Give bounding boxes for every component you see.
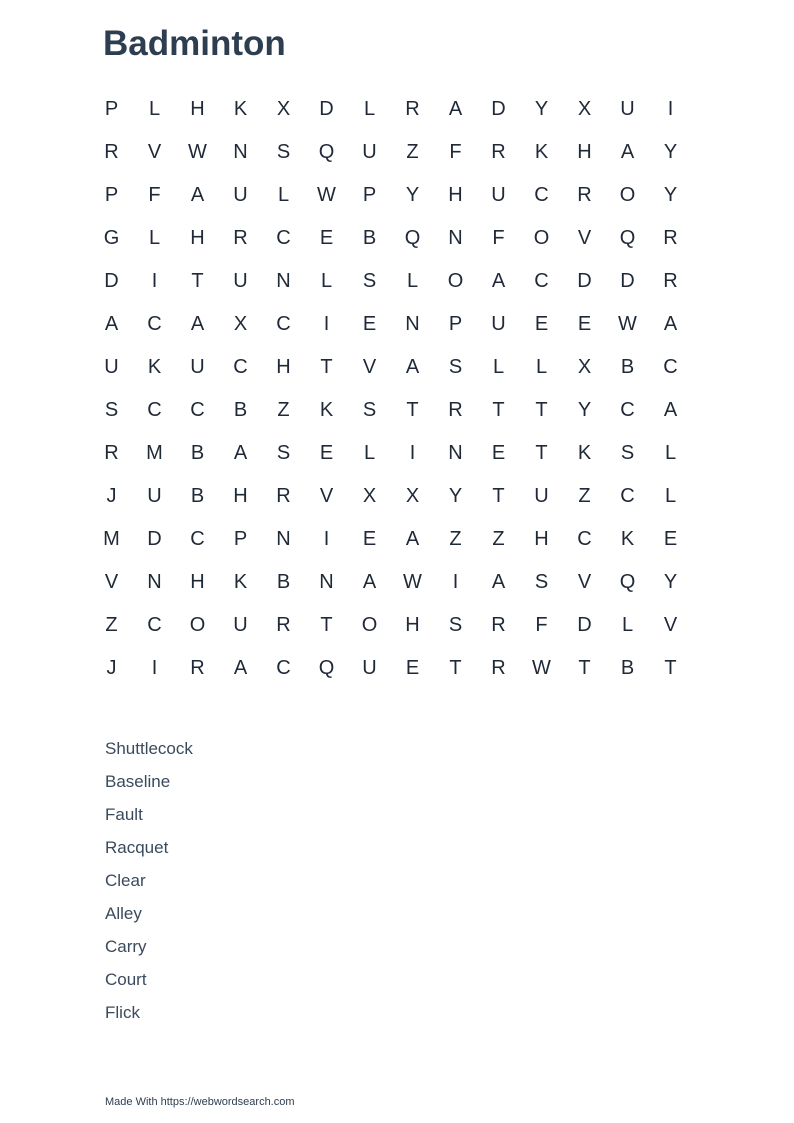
grid-letter: C — [147, 614, 162, 636]
grid-letter: N — [233, 141, 248, 163]
grid-letter: D — [319, 98, 334, 120]
grid-letter: S — [620, 442, 635, 464]
grid-letter: H — [233, 485, 248, 507]
grid-letter: O — [447, 270, 464, 292]
grid-letter: Q — [318, 657, 335, 679]
grid-letter: Q — [619, 227, 636, 249]
word-list-item: Court — [105, 970, 147, 989]
grid-letter: C — [663, 356, 678, 378]
grid-letter: A — [405, 528, 420, 550]
grid-letter: W — [532, 657, 551, 679]
grid-letter: T — [535, 442, 548, 464]
grid-letter: L — [664, 442, 677, 464]
grid-letter: M — [103, 528, 120, 550]
grid-letter: Q — [619, 571, 636, 593]
grid-letter: P — [362, 184, 377, 206]
grid-letter: I — [323, 313, 330, 335]
grid-letter: E — [534, 313, 549, 335]
grid-letter: R — [577, 184, 592, 206]
grid-letter: E — [577, 313, 592, 335]
grid-letter: T — [406, 399, 419, 421]
grid-letter: P — [104, 184, 119, 206]
grid-letter: R — [448, 399, 463, 421]
grid-letter: U — [362, 657, 377, 679]
grid-letter: C — [620, 399, 635, 421]
grid-letter: C — [190, 399, 205, 421]
grid-letter: U — [534, 485, 549, 507]
grid-letter: P — [448, 313, 463, 335]
grid-letter: Z — [578, 485, 591, 507]
grid-letter: A — [405, 356, 420, 378]
grid-letter: B — [190, 485, 205, 507]
grid-letter: S — [104, 399, 119, 421]
grid-letter: X — [577, 98, 592, 120]
grid-letter: L — [363, 98, 376, 120]
grid-letter: I — [409, 442, 416, 464]
grid-letter: B — [190, 442, 205, 464]
grid-letter: L — [664, 485, 677, 507]
grid-letter: U — [104, 356, 119, 378]
grid-letter: S — [362, 399, 377, 421]
grid-letter: H — [448, 184, 463, 206]
grid-letter: K — [233, 571, 248, 593]
word-list-item: Fault — [105, 805, 143, 824]
word-list-item: Alley — [105, 904, 142, 923]
grid-letter: A — [620, 141, 635, 163]
grid-letter: X — [362, 485, 377, 507]
grid-letter: X — [233, 313, 248, 335]
grid-letter: E — [362, 313, 377, 335]
grid-letter: S — [534, 571, 549, 593]
grid-letter: T — [191, 270, 204, 292]
grid-letter: R — [405, 98, 420, 120]
grid-letter: D — [577, 270, 592, 292]
grid-letter: R — [276, 485, 291, 507]
grid-letter: P — [104, 98, 119, 120]
grid-letter: A — [190, 313, 205, 335]
grid-letter: M — [146, 442, 163, 464]
grid-letter: D — [577, 614, 592, 636]
grid-letter: T — [492, 399, 505, 421]
grid-letter: S — [448, 614, 463, 636]
grid-letter: R — [491, 657, 506, 679]
grid-letter: U — [491, 313, 506, 335]
grid-letter: C — [233, 356, 248, 378]
grid-letter: P — [233, 528, 248, 550]
word-list — [105, 736, 193, 1033]
grid-letter: A — [663, 313, 678, 335]
grid-letter: E — [405, 657, 420, 679]
page-title: Badminton — [103, 24, 286, 63]
grid-letter: E — [491, 442, 506, 464]
grid-letter: U — [233, 184, 248, 206]
grid-letter: N — [448, 442, 463, 464]
grid-letter: R — [233, 227, 248, 249]
word-list-item: Shuttlecock — [105, 739, 193, 758]
grid-letter: O — [361, 614, 378, 636]
grid-letter: Z — [406, 141, 419, 163]
grid-letter: Q — [318, 141, 335, 163]
grid-letter: G — [103, 227, 120, 249]
grid-letter: K — [233, 98, 248, 120]
grid-letter: C — [147, 313, 162, 335]
grid-letter: L — [535, 356, 548, 378]
grid-letter: H — [276, 356, 291, 378]
grid-letter: H — [190, 98, 205, 120]
grid-letter: Z — [105, 614, 118, 636]
grid-letter: O — [189, 614, 206, 636]
grid-letter: T — [492, 485, 505, 507]
grid-letter: S — [276, 141, 291, 163]
grid-letter: A — [104, 313, 119, 335]
grid-letter: B — [362, 227, 377, 249]
word-list-item: Baseline — [105, 772, 171, 791]
grid-letter: U — [620, 98, 635, 120]
grid-letter: D — [491, 98, 506, 120]
grid-letter: R — [663, 227, 678, 249]
grid-letter: A — [448, 98, 463, 120]
footer-credit: Made With https://webwordsearch.com — [105, 1096, 295, 1108]
grid-letter: S — [362, 270, 377, 292]
grid-letter: E — [663, 528, 678, 550]
grid-letter: Y — [663, 571, 678, 593]
grid-letter: Y — [534, 98, 549, 120]
grid-letter: D — [104, 270, 119, 292]
grid-letter: Y — [448, 485, 463, 507]
grid-letter: C — [534, 184, 549, 206]
grid-letter: A — [190, 184, 205, 206]
grid-letter: A — [491, 571, 506, 593]
grid-letter: U — [491, 184, 506, 206]
grid-letter: L — [148, 227, 161, 249]
grid-letter: E — [319, 442, 334, 464]
grid-letter: F — [148, 184, 161, 206]
grid-letter: V — [577, 227, 592, 249]
grid-letter: K — [577, 442, 592, 464]
grid-letter: N — [276, 270, 291, 292]
grid-letter: C — [276, 313, 291, 335]
grid-letter: A — [663, 399, 678, 421]
grid-letter: R — [491, 614, 506, 636]
grid-letter: N — [319, 571, 334, 593]
grid-letter: S — [276, 442, 291, 464]
grid-letter: V — [362, 356, 377, 378]
word-list-item: Clear — [105, 871, 146, 890]
word-list-item: Racquet — [105, 838, 169, 857]
grid-letter: N — [405, 313, 420, 335]
grid-letter: B — [620, 356, 635, 378]
grid-letter: O — [619, 184, 636, 206]
letter-grid — [90, 88, 692, 690]
grid-letter: R — [190, 657, 205, 679]
grid-letter: V — [577, 571, 592, 593]
grid-letter: U — [362, 141, 377, 163]
grid-letter: X — [405, 485, 420, 507]
grid-letter: I — [151, 270, 158, 292]
grid-letter: C — [190, 528, 205, 550]
grid-letter: T — [449, 657, 462, 679]
grid-letter: W — [618, 313, 637, 335]
grid-letter: E — [362, 528, 377, 550]
grid-letter: Z — [277, 399, 290, 421]
grid-letter: Y — [663, 184, 678, 206]
grid-letter: D — [147, 528, 162, 550]
grid-letter: H — [577, 141, 592, 163]
grid-letter: T — [578, 657, 591, 679]
grid-letter: C — [276, 227, 291, 249]
grid-letter: Z — [492, 528, 505, 550]
grid-letter: R — [663, 270, 678, 292]
grid-letter: K — [147, 356, 162, 378]
grid-letter: V — [663, 614, 678, 636]
grid-letter: H — [190, 571, 205, 593]
grid-letter: L — [277, 184, 290, 206]
grid-letter: H — [190, 227, 205, 249]
grid-letter: H — [534, 528, 549, 550]
grid-letter: V — [104, 571, 119, 593]
word-list-item: Carry — [105, 937, 147, 956]
grid-letter: R — [104, 141, 119, 163]
grid-letter: C — [534, 270, 549, 292]
grid-letter: C — [620, 485, 635, 507]
grid-letter: Y — [405, 184, 420, 206]
grid-letter: D — [620, 270, 635, 292]
grid-letter: J — [106, 657, 117, 679]
grid-letter: Z — [449, 528, 462, 550]
grid-letter: Q — [404, 227, 421, 249]
grid-letter: K — [534, 141, 549, 163]
grid-letter: L — [320, 270, 333, 292]
grid-letter: F — [449, 141, 462, 163]
grid-letter: N — [276, 528, 291, 550]
grid-letter: A — [233, 442, 248, 464]
grid-letter: T — [320, 356, 333, 378]
grid-letter: B — [233, 399, 248, 421]
grid-letter: U — [233, 614, 248, 636]
grid-letter: W — [403, 571, 422, 593]
grid-letter: Y — [663, 141, 678, 163]
grid-letter: I — [452, 571, 459, 593]
grid-letter: A — [491, 270, 506, 292]
grid-letter: X — [577, 356, 592, 378]
grid-letter: X — [276, 98, 291, 120]
grid-letter: I — [151, 657, 158, 679]
grid-letter: I — [323, 528, 330, 550]
grid-letter: L — [406, 270, 419, 292]
grid-letter: W — [188, 141, 207, 163]
grid-letter: R — [491, 141, 506, 163]
grid-letter: R — [276, 614, 291, 636]
grid-letter: T — [664, 657, 677, 679]
grid-letter: J — [106, 485, 117, 507]
grid-letter: T — [320, 614, 333, 636]
grid-letter: T — [535, 399, 548, 421]
grid-letter: V — [319, 485, 334, 507]
grid-letter: U — [147, 485, 162, 507]
grid-letter: N — [147, 571, 162, 593]
grid-letter: U — [190, 356, 205, 378]
word-list-item: Flick — [105, 1003, 140, 1022]
grid-letter: C — [147, 399, 162, 421]
grid-letter: H — [405, 614, 420, 636]
grid-letter: E — [319, 227, 334, 249]
grid-letter: C — [276, 657, 291, 679]
grid-letter: I — [667, 98, 674, 120]
grid-letter: B — [620, 657, 635, 679]
grid-letter: V — [147, 141, 162, 163]
grid-letter: U — [233, 270, 248, 292]
grid-letter: O — [533, 227, 550, 249]
grid-letter: F — [535, 614, 548, 636]
grid-letter: L — [621, 614, 634, 636]
grid-letter: K — [620, 528, 635, 550]
grid-letter: L — [363, 442, 376, 464]
grid-letter: Y — [577, 399, 592, 421]
grid-letter: R — [104, 442, 119, 464]
grid-letter: B — [276, 571, 291, 593]
grid-letter: C — [577, 528, 592, 550]
grid-letter: A — [233, 657, 248, 679]
grid-letter: W — [317, 184, 336, 206]
grid-letter: L — [148, 98, 161, 120]
grid-letter: S — [448, 356, 463, 378]
grid-letter: K — [319, 399, 334, 421]
grid-letter: N — [448, 227, 463, 249]
grid-letter: L — [492, 356, 505, 378]
grid-letter: F — [492, 227, 505, 249]
grid-letter: A — [362, 571, 377, 593]
